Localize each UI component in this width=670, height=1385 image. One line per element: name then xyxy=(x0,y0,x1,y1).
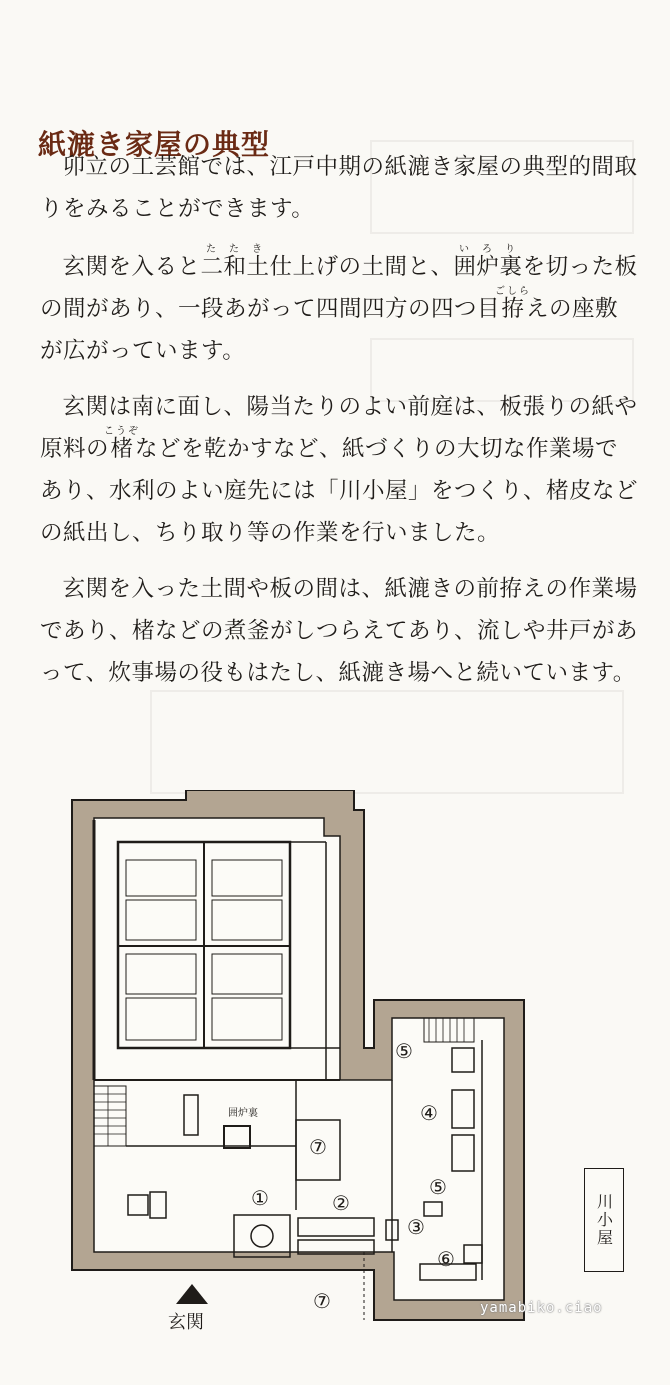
marker-7b: ⑦ xyxy=(313,1289,331,1313)
entrance-label: 玄関 xyxy=(168,1312,204,1333)
marker-4: ④ xyxy=(420,1101,438,1125)
paragraph-1: 卯立の工芸館では、江戸中期の紙漉き家屋の典型的間取りをみることができます。 xyxy=(40,154,638,222)
ruby-gosira: 拵ごしら xyxy=(495,286,532,322)
ruby-kozo: 楮こうぞ xyxy=(104,426,141,462)
ruby-tataki: 二和土たたき xyxy=(200,244,270,280)
body-text xyxy=(40,146,640,708)
watermark: yamabiko.ciao xyxy=(480,1300,603,1316)
marker-3: ③ xyxy=(407,1215,425,1239)
marker-6: ⑥ xyxy=(437,1247,455,1271)
marker-7a: ⑦ xyxy=(309,1135,327,1159)
marker-5a: ⑤ xyxy=(395,1039,413,1063)
section-heading: 紙漉き家屋の典型 xyxy=(38,127,271,161)
ruby-irori: 囲炉裏いろり xyxy=(453,244,523,280)
paragraph-2: 玄関を入ると二和土たたき仕上げの土間と、囲炉裏いろりを切った板の間があり、一段あがって四間四方の四つ目拵ごしらえの座敷が広がっています。 xyxy=(40,244,638,364)
irori-label: 囲炉裏 xyxy=(228,1108,258,1119)
inner-floor xyxy=(94,818,504,1300)
paragraph-3: 玄関は南に面し、陽当たりのよい前庭は、板張りの紙や原料の楮こうぞなどを乾かすなど、紙づくりの大切な作業場であり、水利のよい庭先には「川小屋」をつくり、楮皮などの紙出し、ちり取り等の作業を行いました。 xyxy=(40,394,639,546)
marker-1: ① xyxy=(251,1186,269,1210)
floor-plan xyxy=(64,790,534,1330)
paragraph-4: 玄関を入った土間や板の間は、紙漉きの前拵えの作業場であり、楮などの煮釜がしつらえてあり、流しや井戸があって、炊事場の役もはたし、紙漉き場へと続いています。 xyxy=(40,576,639,686)
river-hut-label: 川小屋 xyxy=(584,1168,624,1272)
marker-2: ② xyxy=(332,1191,350,1215)
entrance-arrow-icon xyxy=(176,1284,208,1304)
marker-5b: ⑤ xyxy=(429,1175,447,1199)
